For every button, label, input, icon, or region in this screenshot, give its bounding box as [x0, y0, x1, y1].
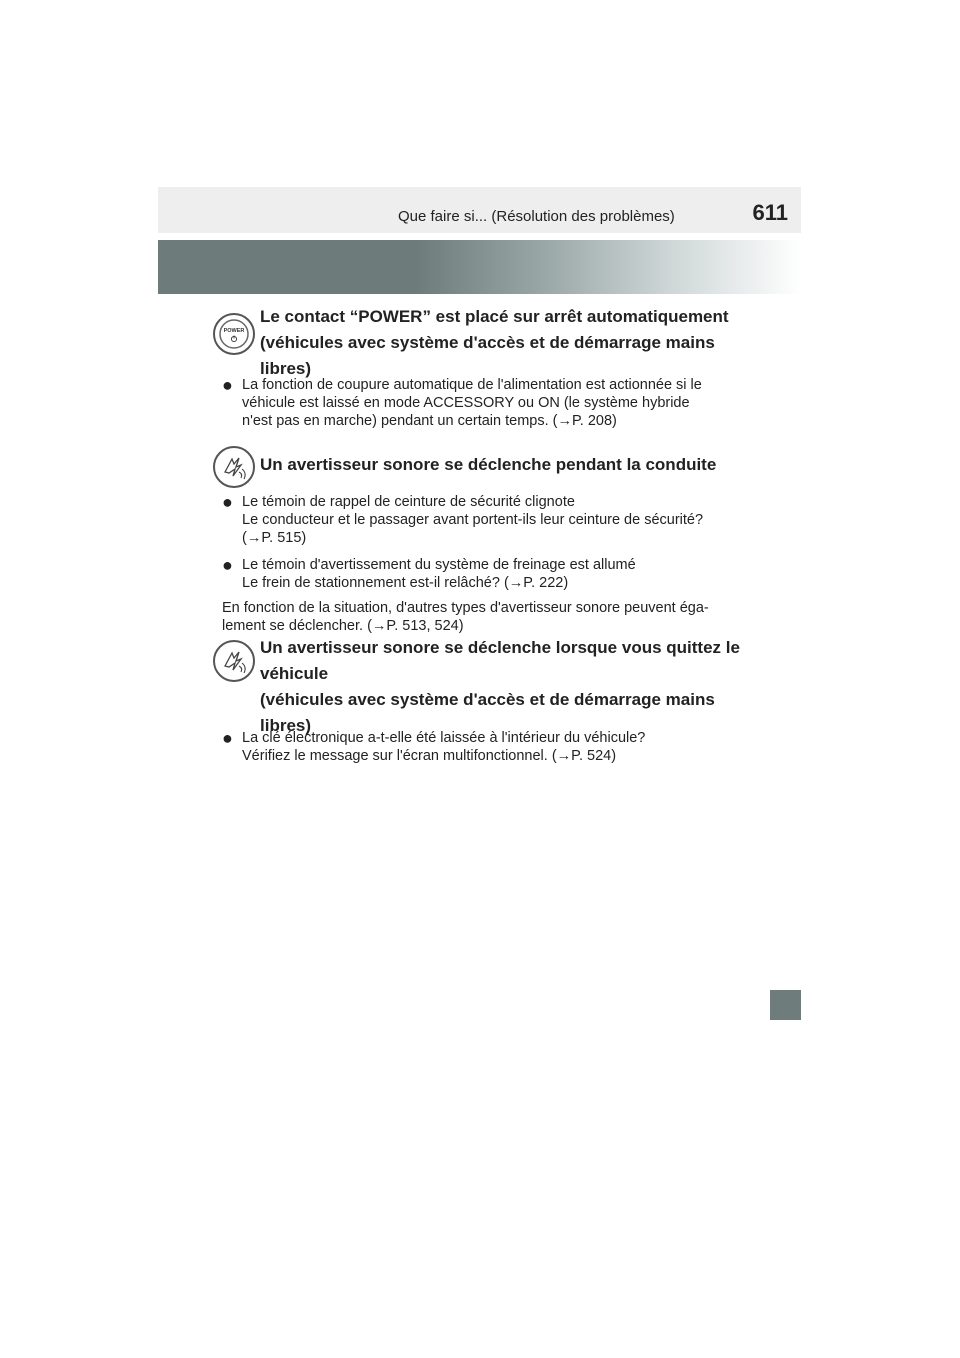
buzzer-icon [213, 446, 255, 488]
page-number: 611 [752, 200, 788, 225]
header-section-title: Que faire si... (Résolution des problèmes) [398, 208, 675, 225]
bullet-icon: ● [222, 555, 233, 575]
list-item: ● Le témoin d'avertissement du système de freinage est allumé Le frein de stationnement est-il relâché? (→P. 222) [222, 555, 636, 591]
chapter-side-tab [770, 990, 801, 1020]
list-item: ● La clé électronique a-t-elle été laissée à l'intérieur du véhicule? Vérifiez le message sur l'écran multifonctionnel. (→P. 524) [222, 728, 646, 764]
section-title: Un avertisseur sonore se déclenche pendant la conduite [260, 455, 717, 474]
bullet-icon: ● [222, 375, 233, 395]
power-button-icon [213, 313, 255, 355]
list-item: ● La fonction de coupure automatique de l'alimentation est actionnée si le véhicule est laissé en mode ACCESSORY ou ON (le système hybride n'est pas en marche) pendant un certain temps. (→P. 208) [222, 375, 702, 429]
list-item: ● Le témoin de rappel de ceinture de sécurité clignote Le conducteur et le passager avant portent-ils leur ceinture de sécurité? (→P. 515) [222, 492, 704, 546]
bullet-icon: ● [222, 492, 233, 512]
buzzer-icon [213, 640, 255, 682]
power-icon-label: POWER [223, 328, 245, 334]
note-paragraph: En fonction de la situation, d'autres types d'avertisseur sonore peuvent éga- lement se déclencher. (→P. 513, 524) [222, 600, 709, 634]
section-title: Le contact “POWER” est placé sur arrêt automatiquement (véhicules avec système d'accès et de démarrage mains libres) [260, 307, 729, 378]
section-title: Un avertisseur sonore se déclenche lorsque vous quittez le véhicule (véhicules avec système d'accès et de démarrage mains libres) [260, 638, 740, 735]
bullet-icon: ● [222, 728, 233, 748]
chapter-band [158, 240, 801, 294]
